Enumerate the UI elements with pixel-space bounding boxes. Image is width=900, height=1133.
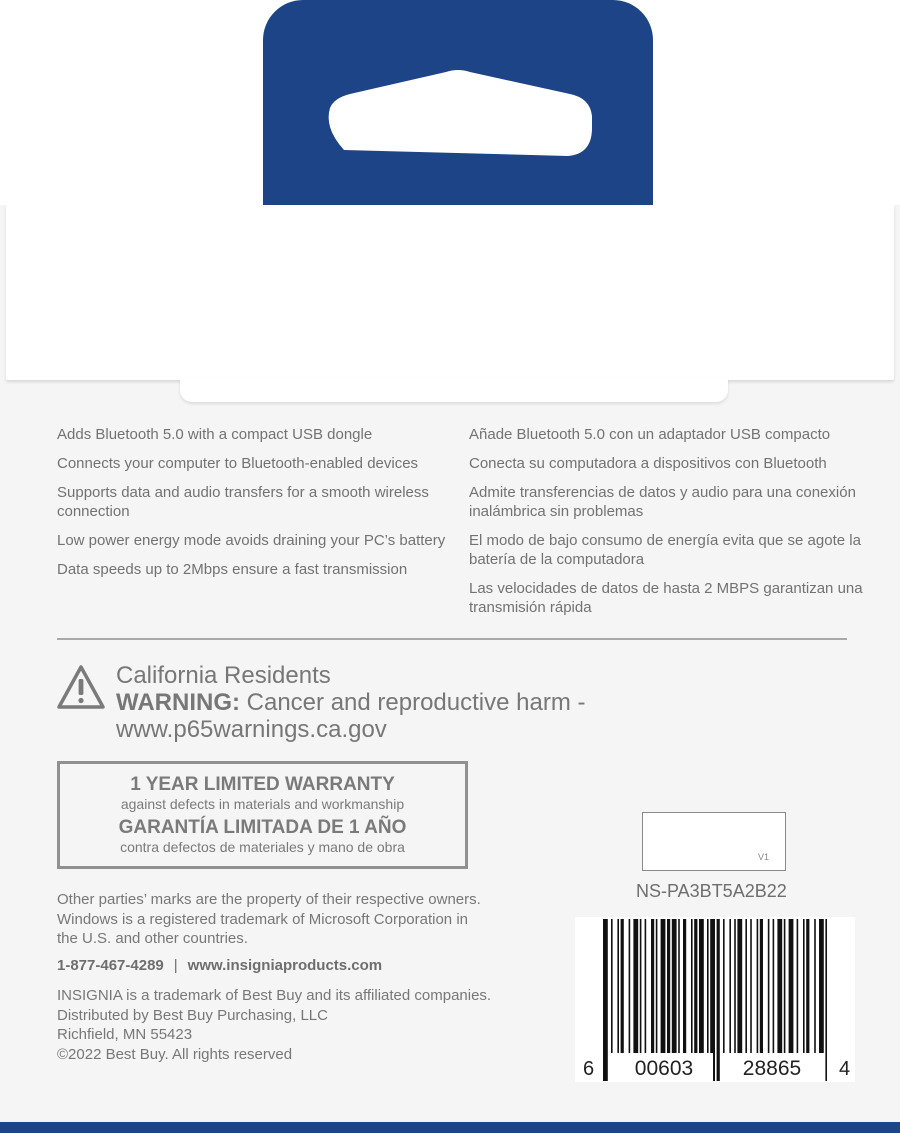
feature-item: Low power energy mode avoids draining your PC’s battery [57, 532, 446, 549]
feature-item: Connects your computer to Bluetooth-enabled devices [57, 455, 419, 472]
feature-list-es [469, 425, 869, 627]
warning-line1: California Residents [116, 662, 331, 689]
barcode-bar [617, 919, 619, 1053]
barcode-bar [814, 919, 816, 1053]
barcode-bar [621, 919, 624, 1053]
barcode-first-digit: 6 [583, 1058, 595, 1080]
feature-item: Admite transferencias de datos y audio para una conexión inalámbrica sin problemas [469, 484, 856, 520]
company-line: Distributed by Best Buy Purchasing, LLC [57, 1006, 328, 1024]
section-divider [57, 638, 847, 640]
version-box [642, 812, 786, 871]
barcode-group-left: 00603 [634, 1057, 694, 1080]
barcode-bar [717, 919, 720, 1081]
barcode-bar [699, 919, 704, 1053]
warning-triangle-icon [56, 664, 106, 710]
barcode-bar [667, 919, 670, 1053]
warning-text: Cancer and reproductive harm - [239, 689, 586, 716]
barcode-bar [723, 919, 725, 1053]
legal-line: Windows is a registered trademark of Microsoft Corporation in [57, 910, 468, 928]
barcode-bar [633, 919, 638, 1053]
feature-item: Añade Bluetooth 5.0 con un adaptador USB compacto [469, 426, 831, 443]
barcode-check-digit: 4 [839, 1058, 851, 1080]
copyright: ©2022 Best Buy. All rights reserved [57, 1045, 293, 1063]
barcode-bar [672, 919, 677, 1053]
barcode-bar [734, 919, 736, 1053]
barcode-bar [683, 919, 686, 1053]
contact-separator: | [173, 957, 178, 974]
barcode-bar [629, 919, 631, 1053]
barcode-bar [640, 919, 642, 1053]
flap-notch [180, 378, 728, 402]
bottom-band [0, 1122, 900, 1133]
barcode-bar [603, 919, 608, 1081]
feature-item: Las velocidades de datos de hasta 2 MBPS garantizan una transmisión rápida [469, 580, 863, 616]
warranty-sub-en: against defects in materials and workmanship [120, 796, 405, 812]
barcode-bar [651, 919, 654, 1053]
barcode-bar [789, 919, 794, 1053]
barcode-bar [803, 919, 805, 1053]
prop65-warning [116, 662, 676, 743]
warranty-sub-es: contra defectos de materiales y mano de obra [120, 839, 405, 855]
legal-line: the U.S. and other countries. [57, 930, 248, 947]
barcode-bar [784, 919, 786, 1053]
barcode-bar [750, 919, 752, 1053]
top-flap [6, 205, 894, 380]
warning-url: www.p65warnings.ca.gov [116, 716, 387, 743]
barcode-bar [797, 919, 799, 1053]
model-number: NS-PA3BT5A2B22 [636, 881, 787, 901]
contact-line [57, 957, 382, 974]
barcode-bar [737, 919, 742, 1053]
upc-barcode [575, 917, 855, 1082]
company-line: Richfield, MN 55423 [57, 1026, 193, 1043]
barcode-bar [806, 919, 809, 1053]
barcode-bar [777, 919, 782, 1053]
barcode-group-right: 28865 [742, 1057, 802, 1080]
barcode-bar [691, 919, 693, 1053]
warranty-title-en: 1 YEAR LIMITED WARRANTY [130, 774, 395, 795]
warning-label: WARNING: [116, 689, 240, 716]
barcode-bar [757, 919, 759, 1053]
feature-item: Conecta su computadora a dispositivos con Bluetooth [469, 455, 827, 472]
barcode-bar [768, 919, 770, 1053]
warranty-title-es: GARANTÍA LIMITADA DE 1 AÑO [118, 817, 407, 838]
feature-item: Data speeds up to 2Mbps ensure a fast transmission [57, 561, 408, 578]
phone-number: 1-877-467-4289 [57, 957, 164, 974]
barcode-bar [760, 919, 763, 1053]
feature-item: El modo de bajo consumo de energía evita que se agote la batería de la computadora [469, 532, 861, 568]
hang-hole-icon [320, 68, 596, 158]
trademark-notice [57, 890, 537, 949]
barcode-bar [645, 919, 647, 1053]
barcode-bar [773, 919, 775, 1053]
company-info [57, 986, 537, 1064]
barcode-bar [656, 919, 658, 1053]
warranty-box [57, 761, 468, 869]
feature-item: Adds Bluetooth 5.0 with a compact USB dongle [57, 426, 373, 443]
company-line: INSIGNIA is a trademark of Best Buy and its affiliated companies. [57, 987, 492, 1004]
barcode-bar [745, 919, 747, 1053]
feature-item: Supports data and audio transfers for a smooth wireless connection [57, 484, 429, 520]
barcode-bar [694, 919, 697, 1053]
barcode-bar [825, 919, 827, 1081]
barcode-bar [729, 919, 731, 1053]
barcode-bar [707, 919, 709, 1053]
feature-list-en [57, 425, 447, 589]
website-url: www.insigniaproducts.com [187, 957, 383, 974]
barcode-bar [661, 919, 666, 1053]
barcode-bar [678, 919, 680, 1053]
barcode-bar [611, 919, 613, 1053]
legal-line: Other parties’ marks are the property of their respective owners. [57, 891, 481, 908]
warning-line2 [116, 689, 676, 716]
barcode-bar [819, 919, 824, 1053]
version-label: V1 [757, 852, 769, 862]
